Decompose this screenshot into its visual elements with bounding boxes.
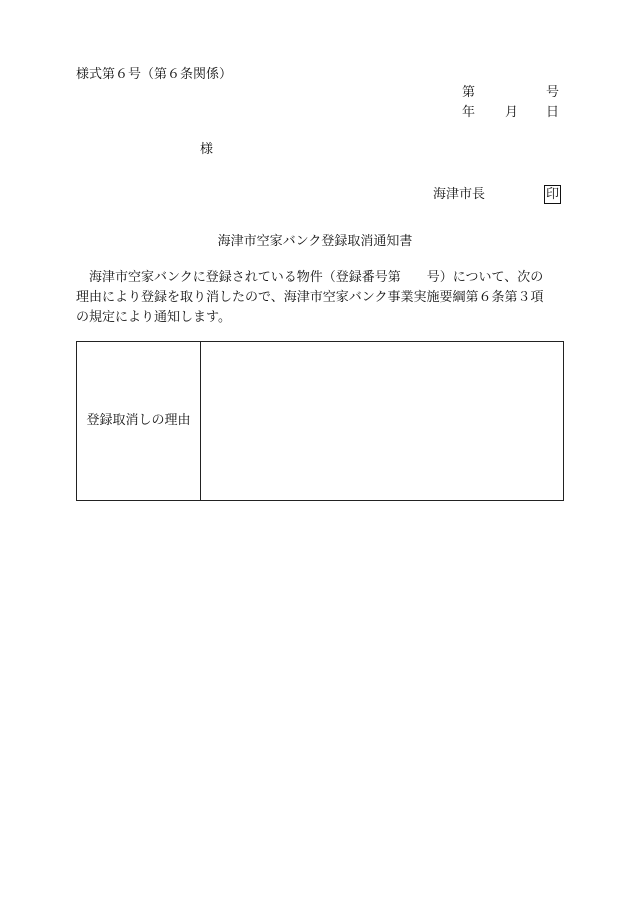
reason-value-cell bbox=[201, 342, 563, 500]
reason-label: 登録取消しの理由 bbox=[86, 412, 191, 428]
document-number bbox=[462, 84, 562, 102]
date-month-label: 月 bbox=[505, 105, 519, 120]
date-day-label: 日 bbox=[546, 105, 560, 120]
body-line: 理由により登録を取り消したので、海津市空家バンク事業実施要綱第６条第３項 bbox=[76, 290, 544, 305]
sender bbox=[433, 186, 563, 206]
seal-mark: 印 bbox=[546, 187, 560, 202]
issue-date bbox=[462, 104, 562, 122]
reason-label-cell bbox=[77, 342, 201, 500]
body-text bbox=[76, 268, 576, 328]
document-number-prefix: 第 bbox=[462, 85, 476, 100]
form-number: 様式第６号（第６条関係） bbox=[76, 67, 233, 82]
date-year-label: 年 bbox=[462, 105, 476, 120]
document-number-suffix: 号 bbox=[546, 85, 560, 100]
sender-title: 海津市長 bbox=[433, 187, 486, 202]
body-line: の規定により通知します。 bbox=[76, 310, 231, 325]
reason-table bbox=[76, 341, 564, 501]
recipient-honorific: 様 bbox=[200, 142, 214, 157]
document-title: 海津市空家バンク登録取消通知書 bbox=[217, 234, 413, 249]
body-line: 海津市空家バンクに登録されている物件（登録番号第 号）について、次の bbox=[89, 270, 544, 285]
